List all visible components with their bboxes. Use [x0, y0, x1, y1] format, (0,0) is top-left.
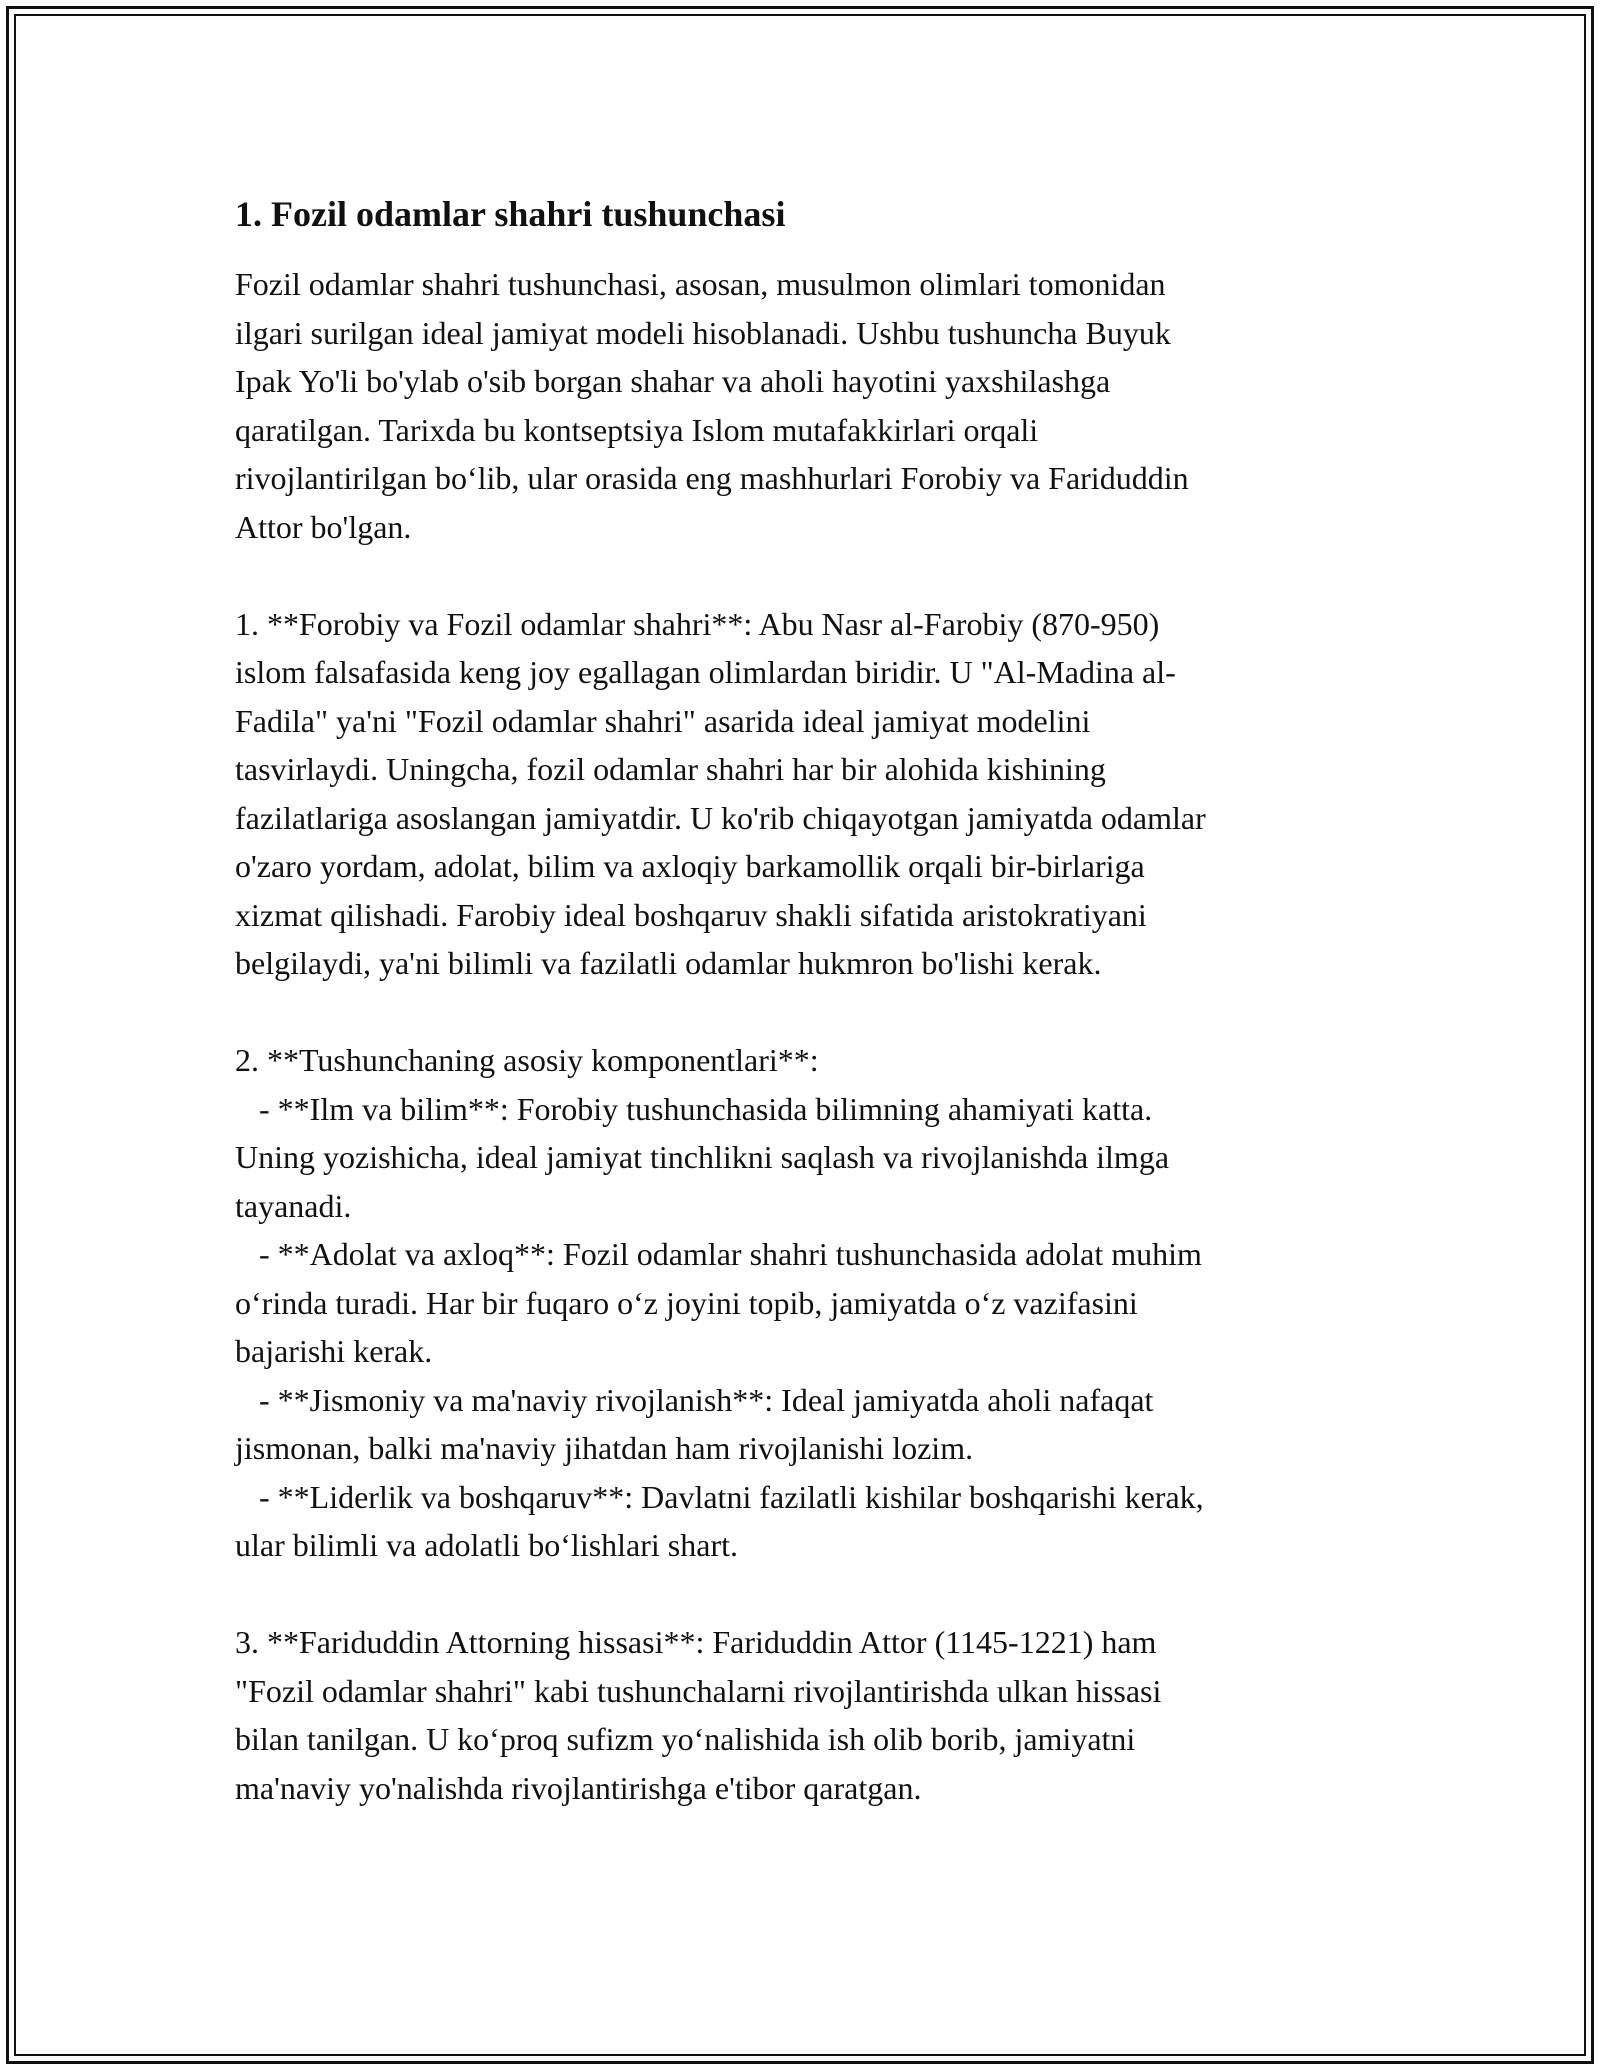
paragraph-gap: [235, 988, 1375, 1037]
paragraph-gap: [235, 1570, 1375, 1619]
section-1-paragraph: 1. **Forobiy va Fozil odamlar shahri**: Abu Nasr al-Farobiy (870-950) islom falsafasida keng joy egallagan olimlardan biridir. U "Al-Madina al- Fadila" ya'ni "Fozil odamlar shahri" asarida ideal jamiyat modelini tasvirlaydi. Uningcha, fozil odamlar shahri har bir alohida kishining fazilatlariga asoslangan jamiyatdir. U ko'rib chiqayotgan jamiyatda odamlar o'zaro yordam, adolat, bilim va axloqiy barkamollik orqali bir-birlariga xizmat qilishadi. Farobiy ideal boshqaruv shakli sifatida aristokratiyani belgilaydi, ya'ni bilimli va fazilatli odamlar hukmron bo'lishi kerak.: [235, 605, 1206, 981]
section-3-paragraph: 3. **Fariduddin Attorning hissasi**: Fariduddin Attor (1145-1221) ham "Fozil odamlar shahri" kabi tushunchalarni rivojlantirishda ulkan hissasi bilan tanilgan. U ko‘proq sufizm yo‘nalishida ish olib borib, jamiyatni ma'naviy yo'nalishda rivojlantirishga e'tibor qaratgan.: [235, 1624, 1162, 1806]
document-heading: 1. Fozil odamlar shahri tushunchasi: [235, 194, 786, 234]
document-body: [235, 188, 1375, 1812]
paragraph-gap: [235, 551, 1375, 600]
section-2-paragraph: 2. **Tushunchaning asosiy komponentlari**: - **Ilm va bilim**: Forobiy tushunchasida bilimning ahamiyati katta. Uning yozishicha, ideal jamiyat tinchlikni saqlash va rivojlanishda ilmga tayanadi. - **Adolat va axloq**: Fozil odamlar shahri tushunchasida adolat muhim o‘rinda turadi. Har bir fuqaro o‘z joyini topib, jamiyatda o‘z vazifasini bajarishi kerak. - **Jismoniy va ma'naviy rivojlanish**: Ideal jamiyatda aholi nafaqat jismonan, balki ma'naviy jihatdan ham rivojlanishi lozim. - **Liderlik va boshqaruv**: Davlatni fazilatli kishilar boshqarishi kerak, ular bilimli va adolatli bo‘lishlari shart.: [235, 1042, 1204, 1563]
intro-paragraph: Fozil odamlar shahri tushunchasi, asosan, musulmon olimlari tomonidan ilgari surilgan ideal jamiyat modeli hisoblanadi. Ushbu tushuncha Buyuk Ipak Yo'li bo'ylab o'sib borgan shahar va aholi hayotini yaxshilashga qaratilgan. Tarixda bu kontseptsiya Islom mutafakkirlari orqali rivojlantirilgan bo‘lib, ular orasida eng mashhurlari Forobiy va Fariduddin Attor bo'lgan.: [235, 266, 1189, 545]
